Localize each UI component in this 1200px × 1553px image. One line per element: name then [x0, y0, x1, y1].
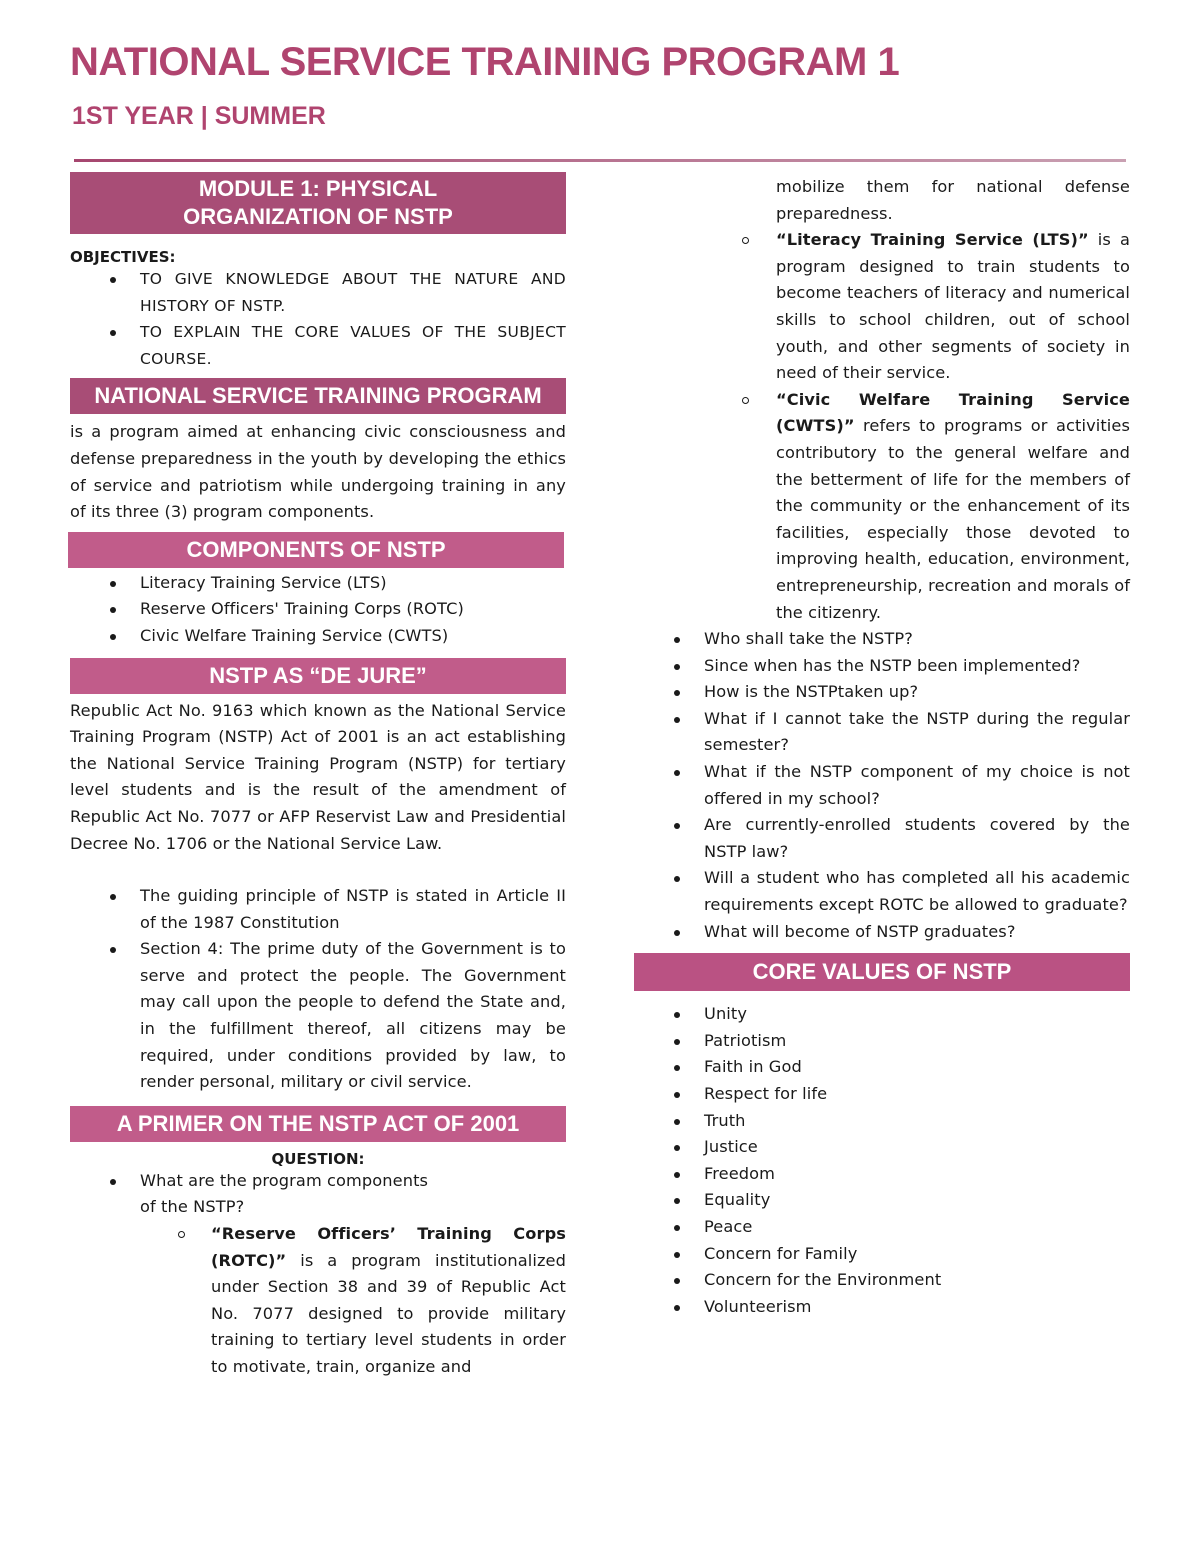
primer-banner: A PRIMER ON THE NSTP ACT OF 2001	[70, 1106, 566, 1142]
components-banner: COMPONENTS OF NSTP	[68, 532, 564, 568]
left-column	[70, 172, 566, 1381]
list-item	[70, 1221, 566, 1381]
primer-questions	[634, 626, 1130, 945]
list-item: Volunteerism	[634, 1294, 1130, 1321]
list-item: Reserve Officers' Training Corps (ROTC)	[70, 596, 566, 623]
lts-text: is a program designed to train students to become teachers of literacy and numerical skills to school children, out of school youth, and other segments of society in need of their service.	[776, 230, 1130, 383]
lts-term: “Literacy Training Service (LTS)”	[776, 230, 1089, 250]
list-item: Faith in God	[634, 1054, 1130, 1081]
list-item: Concern for the Environment	[634, 1267, 1130, 1294]
core-values-list	[634, 1001, 1130, 1320]
list-item: Justice	[634, 1134, 1130, 1161]
list-item: TO GIVE KNOWLEDGE ABOUT THE NATURE AND HISTORY OF NSTP.	[70, 266, 566, 319]
de-jure-banner: NSTP AS “DE JURE”	[70, 658, 566, 694]
list-item: Peace	[634, 1214, 1130, 1241]
primer-first-question	[70, 1168, 566, 1221]
list-item: The guiding principle of NSTP is stated in Article II of the 1987 Constitution	[70, 883, 566, 936]
list-item: TO EXPLAIN THE CORE VALUES OF THE SUBJECT COURSE.	[70, 319, 566, 372]
document-title: NATIONAL SERVICE TRAINING PROGRAM 1	[70, 40, 900, 84]
core-values-banner: CORE VALUES OF NSTP	[634, 953, 1130, 991]
list-item: Equality	[634, 1187, 1130, 1214]
document-subtitle: 1ST YEAR | SUMMER	[72, 102, 326, 130]
cwts-term: “Civic Welfare Training Service (CWTS)”	[776, 389, 1130, 436]
component-definitions	[634, 227, 1130, 626]
objectives-label: OBJECTIVES:	[70, 248, 176, 266]
cwts-text: refers to programs or activities contributory to the general welfare and the betterment of life for the members of the community or the enhancement of its facilities, especially those devoted to improving health, education, environment, entrepreneurship, recreation and morals of the citizenry.	[776, 416, 1130, 622]
list-item: Who shall take the NSTP?	[634, 626, 1130, 653]
list-item: Concern for Family	[634, 1241, 1130, 1268]
list-item: Freedom	[634, 1161, 1130, 1188]
de-jure-points	[70, 883, 566, 1096]
question-label: QUESTION:	[271, 1149, 365, 1168]
components-list	[70, 570, 566, 650]
nstp-banner: NATIONAL SERVICE TRAINING PROGRAM	[70, 378, 566, 414]
list-item: Unity	[634, 1001, 1130, 1028]
list-item: What will become of NSTP graduates?	[634, 919, 1130, 946]
list-item: Section 4: The prime duty of the Government is to serve and protect the people. The Government may call upon the people to defend the State and, in the fulfillment thereof, all citizens may be required, under conditions provided by law, to render personal, military or civil service.	[70, 936, 566, 1096]
list-item: Are currently-enrolled students covered by the NSTP law?	[634, 812, 1130, 865]
list-item: Patriotism	[634, 1028, 1130, 1055]
rotc-definition	[70, 1221, 566, 1381]
nstp-definition: is a program aimed at enhancing civic consciousness and defense preparedness in the youth by developing the ethics of service and patriotism while undergoing training in any of its three (3) program components.	[70, 422, 566, 522]
list-item: Truth	[634, 1108, 1130, 1135]
list-item: How is the NSTPtaken up?	[634, 679, 1130, 706]
list-item	[634, 387, 1130, 626]
objectives-list	[70, 266, 566, 372]
list-item: Literacy Training Service (LTS)	[70, 570, 566, 597]
list-item: What if I cannot take the NSTP during the regular semester?	[634, 706, 1130, 759]
list-item: Will a student who has completed all his academic requirements except ROTC be allowed to graduate?	[634, 865, 1130, 918]
list-item: Civic Welfare Training Service (CWTS)	[70, 623, 566, 650]
header-divider	[74, 159, 1126, 162]
list-item: What if the NSTP component of my choice is not offered in my school?	[634, 759, 1130, 812]
list-item: What are the program components of the NSTP?	[70, 1168, 566, 1221]
de-jure-paragraph: Republic Act No. 9163 which known as the National Service Training Program (NSTP) Act of 2001 is an act establishing the National Service Training Program (NSTP) for tertiary level students and is the result of the amendment of Republic Act No. 7077 or AFP Reservist Law and Presidential Decree No. 1706 or the National Service Law.	[70, 700, 566, 853]
rotc-term: “Reserve Officers’ Training Corps (ROTC)”	[211, 1224, 566, 1270]
list-item: Respect for life	[634, 1081, 1130, 1108]
rotc-text: is a program institutionalized under Section 38 and 39 of Republic Act No. 7077 designed to provide military training to tertiary level students in order to motivate, train, organize and	[211, 1250, 566, 1376]
right-column	[634, 174, 1130, 1320]
rotc-continued: mobilize them for national defense preparedness.	[776, 177, 1130, 223]
list-item: Since when has the NSTP been implemented?	[634, 653, 1130, 680]
module-banner: MODULE 1: PHYSICAL ORGANIZATION OF NSTP	[70, 172, 566, 234]
list-item	[634, 227, 1130, 387]
